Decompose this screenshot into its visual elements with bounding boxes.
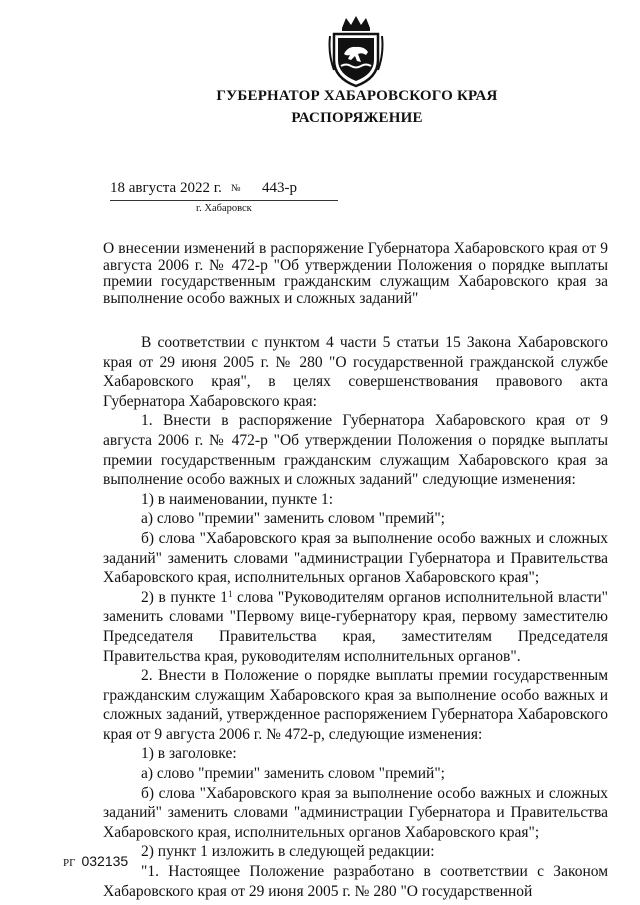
paragraph: 1) в наименовании, пункте 1: [141, 490, 334, 508]
paragraph: б) слова "Хабаровского края за выполнение особо важных и сложных заданий" заменить словами "администрации Губернатора и Правительства Хабаровского края, исполнительных органов Хабаровского края"; [103, 784, 608, 841]
paragraph: 2. Внести в Положение о порядке выплаты премии государственным гражданским служащим Хабаровского края за выполнение особо важных и сложных заданий, утвержденное распоряжением Губернатора Хабаровского края от 9 августа 2006 г. № 472-р, следующие изменения: [103, 667, 608, 743]
paragraph: В соответствии с пунктом 4 части 5 статьи 15 Закона Хабаровского края от 29 июня 2005 г. № 280 "О государственной гражданской службе Хабаровского края", в целях совершенствования правового акта Губернатора Хабаровского края: [103, 334, 608, 410]
date-underline [110, 200, 338, 201]
number-sign: № [231, 183, 241, 194]
document-type: РАСПОРЯЖЕНИЕ [291, 110, 423, 126]
issuer-title: ГУБЕРНАТОР ХАБАРОВСКОГО КРАЯ [216, 88, 498, 104]
decree-date: 18 августа 2022 г. [110, 180, 222, 196]
form-code-number: 032135 [81, 853, 129, 869]
paragraph-part: слова "Руководителям органов исполнительной власти" заменить словами "Первому вице-губернатору края, первому заместителю Председателя Правительства края, заместителям Председателя Правительства края, руководителям исполнительных органов". [103, 588, 608, 665]
paragraph [103, 588, 608, 666]
city-label: г. Хабаровск [196, 203, 252, 214]
decree-number: 443-р [262, 180, 297, 196]
decree-subject: О внесении изменений в распоряжение Губернатора Хабаровского края от 9 августа 2006 г. № 472-р "Об утверждении Положения о порядке выплаты премии государственным гражданским служащим Хабаровского края за выполнение особо важных и сложных заданий" [103, 240, 608, 307]
date-number-block [110, 180, 340, 214]
coat-of-arms-emblem [328, 14, 384, 88]
paragraph: 1) в заголовке: [141, 745, 237, 763]
form-code [63, 853, 128, 869]
paragraph: 2) пункт 1 изложить в следующей редакции: [141, 843, 435, 861]
paragraph: "1. Настоящее Положение разработано в соответствии с Законом Хабаровского края от 29 июня 2005 г. № 280 "О государственной [103, 863, 608, 900]
paragraph-part: 2) в пункте 1 [141, 588, 228, 606]
paragraph: 1. Внести в распоряжение Губернатора Хабаровского края от 9 августа 2006 г. № 472-р "Об утверждении Положения о порядке выплаты премии государственным гражданским служащим Хабаровского края за выполнение особо важных и сложных заданий" следующие изменения: [103, 412, 608, 489]
form-code-prefix: РГ [63, 857, 76, 869]
paragraph: а) слово "премии" заменить словом "премий"; [141, 765, 445, 783]
paragraph: а) слово "премии" заменить словом "премий"; [141, 510, 445, 528]
paragraph: б) слова "Хабаровского края за выполнение особо важных и сложных заданий" заменить словами "администрации Губернатора и Правительства Хабаровского края, исполнительных органов Хабаровского края"; [103, 529, 608, 587]
superscript: 1 [227, 588, 233, 599]
decree-body [103, 333, 608, 901]
